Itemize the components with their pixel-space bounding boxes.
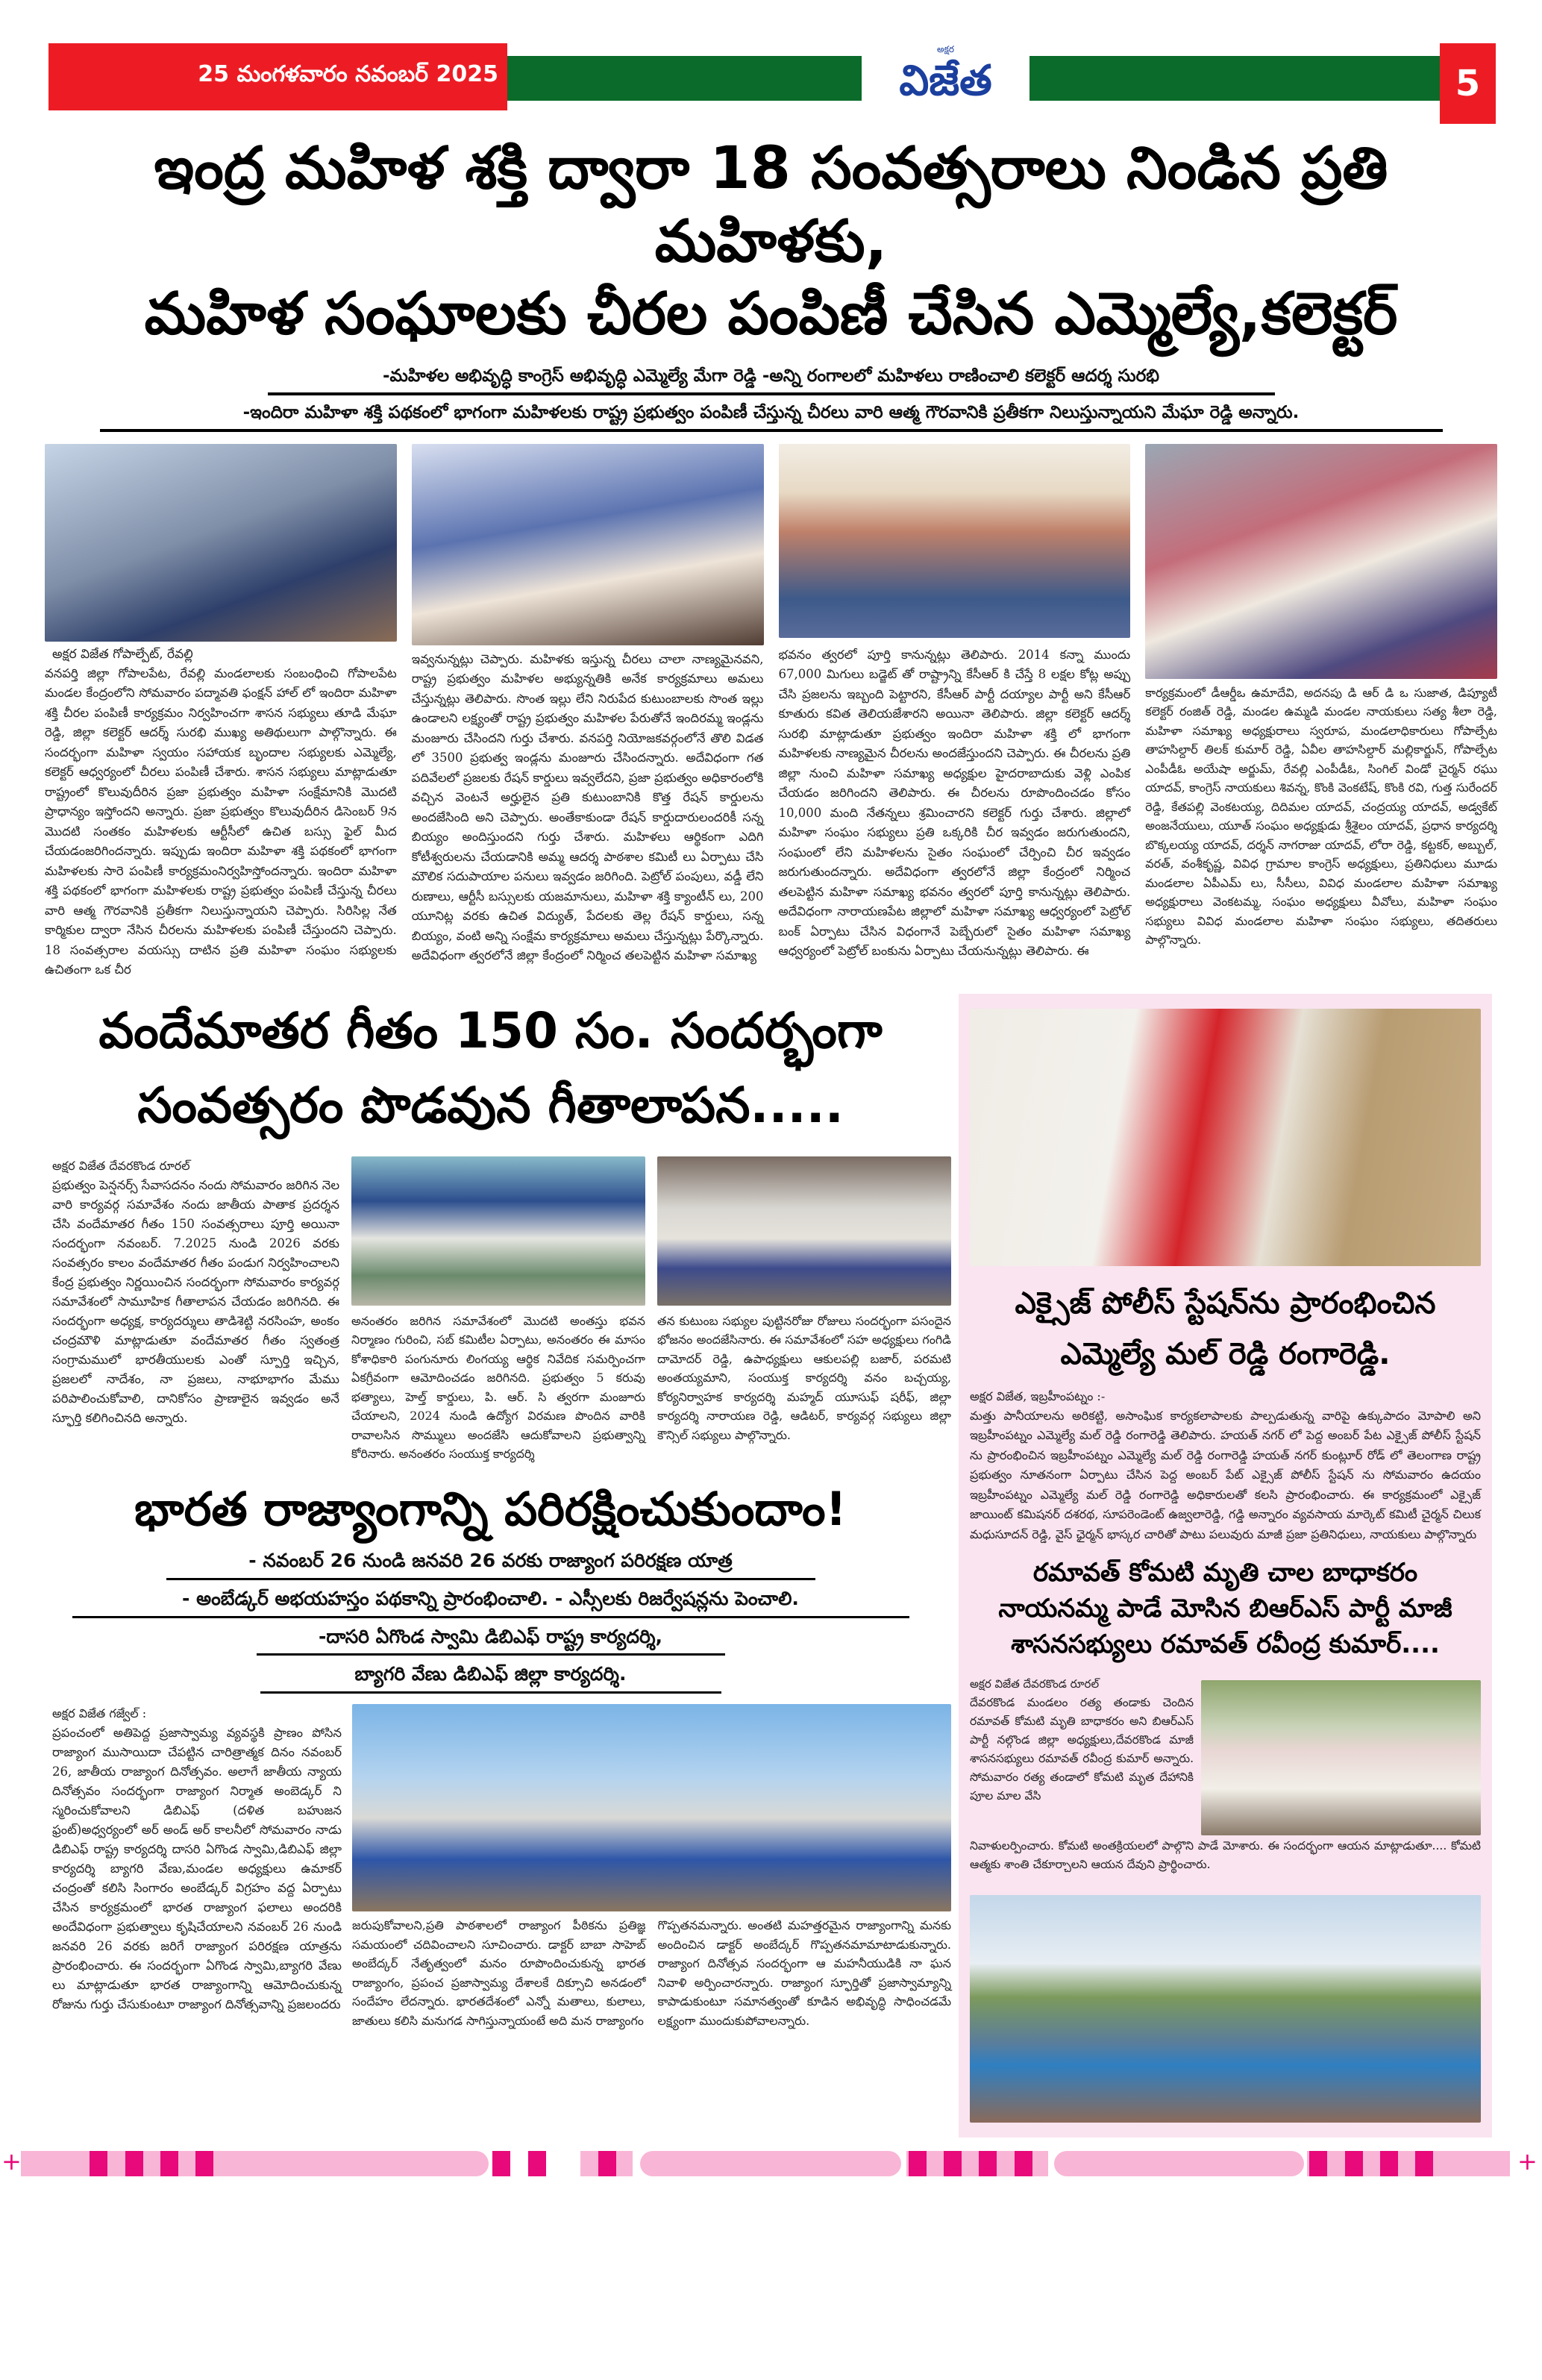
story1-dateline: అక్షర విజేత గోపాల్పేట్, రేవల్లి — [52, 646, 193, 662]
story4-headline-line2: ఎమ్మెల్యే మల్ రెడ్డి రంగారెడ్డి. — [1060, 1336, 1391, 1371]
story5-headline-line2: నాయనమ్మ పాడే మోసిన బిఆర్ఎస్ పార్టీ మాజీ — [998, 1594, 1452, 1624]
photo-funeral-procession — [1201, 1680, 1481, 1835]
divider — [100, 429, 1443, 432]
page-number: 5 — [1455, 63, 1481, 104]
story2-column-wrap-3 — [657, 1156, 951, 1464]
photo-mla-speaking — [45, 444, 397, 642]
story4-dateline: అక్షర విజేత, ఇబ్రహీంపట్నం :- — [970, 1388, 1106, 1403]
story3-headline: భారత రాజ్యాంగాన్ని పరిరక్షించుకుందాం! — [134, 1481, 847, 1536]
story2-body — [30, 1143, 951, 1464]
divider — [72, 1616, 909, 1618]
story3-dateline: అక్షర విజేత గజ్వేల్ : — [52, 1706, 147, 1721]
story1-column-4: కార్యక్రమంలో డీఆర్డీఒ ఉమాదేవి, అదనపు డి ఆర్ డి ఒ సుజాత, డిప్యూటీ కలెక్టర్ రంజిత్ రెడ్డి, మండల ఉమ్మడి మండల నాయకులు సత్య శీలా రెడ్డి, మహిళా సమాఖ్య అధ్యక్షురాలు స్వరూప, మండలాధికారులు గోపాల్పేట తాహసిల్దార్ తిలక్ కుమార్ రెడ్డి, ఏవీల తాహసిల్దార్ మల్లికార్జున్, గోపాల్పేట ఎంపీడీఓ అయేషా అర్జుమ్, రేవల్లి ఎంపీడీఓ, సింగిల్ విండో చైర్మన్ రఘు యాదవ్, కాంగ్రెస్ నాయకులు శివన్న, కొంకి వెంకటేష్, కొంకి రవి, గుత్త సురేందర్ రెడ్డి, కేతపల్లి వెంకటయ్య, దిదిమల యాదవ్, చంద్రయ్య యాదవ్, అడ్వకేట్ అంజనేయులు, యూత్ సంఘం అధ్యక్షుడు శ్రీశైలం యాదవ్, ప్రధాన కార్యదర్శి బొక్కలయ్య యాదవ్, దర్శన్ నాగరాజు యాదవ్, లోరా రెడ్డి, కట్టకర్, అబ్బుల్, వరత్, వంశీకృష్ణ, వివిధ గ్రామాల కాంగ్రెస్ అధ్యక్షులు, ప్రతినిధులు మూడు మండలాల ఏపీఎమ్ లు, సీసీలు, వివిధ మండలాల మహిళా సమాఖ్య అధ్యక్షురాలు వెంకటమ్మ, సంఘం అధ్యక్షులు వీవోలు, మహిళా సంఘం సభ్యులు వివిధ మండలాల మహిళా సంఘం సభ్యులు, తదితరులు పాల్గొన్నారు. — [1145, 685, 1497, 948]
story3-subheading-3: -దాసరి ఏగొండ స్వామి డిబిఎఫ్ రాష్ట్ర కార్యదర్శి, — [319, 1625, 662, 1647]
story1-headline-line2: మహిళ సంఘాలకు చీరల పంపిణీ చేసిన ఎమ్మెల్యే,కలెక్టర్ — [144, 281, 1398, 348]
logo-title: విజేత — [899, 57, 992, 105]
left-column — [30, 994, 951, 2031]
divider — [257, 1653, 725, 1656]
story2-lead-column — [52, 1156, 339, 1464]
story1-column-wrap-4 — [1145, 444, 1497, 980]
story1-subheading1: -మహిళల అభివృద్ధి కాంగ్రెస్ అభివృద్ధి ఎమ్మెల్యే మేగా రెడ్డి -అన్ని రంగాలలో మహిళలు రాణించాలి కలెక్టర్ ఆదర్శ సురభి — [382, 366, 1159, 386]
story2-column-2: అనంతరం జరిగిన సమావేశంలో మొదటి అంతస్తు భవన నిర్మాణం గురించి, సబ్ కమిటీల ఏర్పాటు, అనంతరం ఈ మాసం కోశాధికారి పంగునూరు లింగయ్య ఆర్థిక నివేదిక సమర్పించగా ఏకగ్రీవంగా ఆమోదించడం జరిగినది. ప్రభుత్వం 5 కరువు భత్యాలు, హెల్త్ కార్డులు, పి. ఆర్. సి త్వరగా మంజూరు చేయాలని, 2024 నుండి ఉద్యోగ విరమణ పొందిన వారికి రావాలసిన సొమ్ములు అందజేసి ఆదుకోవాలని ప్రభుత్వాన్ని కోరినారు. అనంతరం సంయుక్త కార్యదర్శి — [351, 1313, 645, 1462]
story5-body-tail: నివాళులర్పించారు. కోమటి అంతక్రియలలో పాల్గొని పాడే మోశారు. ఈ సందర్భంగా ఆయన మాట్లాడుతూ.... కోమటి ఆత్మకు శాంతి చేకూర్చాలని ఆయన దేవుని ప్రార్థించారు. — [970, 1839, 1481, 1872]
divider — [166, 1578, 815, 1580]
story2-headline — [30, 994, 951, 1143]
crop-mark-left: + — [1, 2147, 22, 2176]
lower-section — [0, 980, 1542, 2138]
story3-body — [30, 1700, 951, 2030]
story1 — [0, 127, 1542, 980]
story1-headline-line1: ఇంద్ర మహిళ శక్తి ద్వారా 18 సంవత్సరాలు నిండిన ప్రతి మహిళకు, — [154, 135, 1388, 275]
story4-headline-line1: ఎక్సైజ్ పోలీస్ స్టేషన్‌ను ప్రారంభించిన — [1015, 1285, 1436, 1321]
story2-headline-line2: సంవత్సరం పొడవున గీతాలాపన..... — [137, 1076, 844, 1134]
newspaper-logo — [862, 43, 1029, 118]
story1-column-wrap-3 — [779, 444, 1131, 980]
story1-column-2: ఇవ్వనున్నట్లు చెప్పారు. మహిళకు ఇస్తున్న చీరలు చాలా నాణ్యమైనవని, రాష్ట్ర ప్రభుత్వం మహిళల అభ్యున్నతికి అనేక కార్యక్రమాలు అమలు చేస్తున్నట్లు తెలిపారు. సొంత ఇల్లు లేని నిరుపేద కుటుంబాలకు సొంత ఇల్లు ఉండాలని లక్ష్యంతో రాష్ట్ర ప్రభుత్వం మహిళల పేరుతోనే ఇందిరమ్మ ఇండ్లను మంజూరు చేసిందని గుర్తు చేశారు. వనపర్తి నియోజకవర్గంలోనే తొలి విడత లో 3500 ప్రభుత్వ ఇండ్లను మంజూరు చేసిందన్నారు. అదేవిధంగా గత పదివేలలో ప్రజలకు రేషన్ కార్డులు ఇవ్వలేదని, ప్రజా ప్రభుత్వం అధికారంలోకి వచ్చిన వెంటనే అర్హులైన ప్రతి కుటుంబానికి కొత్త రేషన్ కార్డులను అందజేసింది అని చెప్పారు. అంతేకాకుండా రేషన్ కార్డుదారులందరికీ సన్న బియ్యం అందిస్తుందని గుర్తు చేశారు. మహిళలు ఆర్థికంగా ఎదిగి కోటీశ్వరులను చేయడానికి అమ్మ ఆదర్శ పాఠశాల కమిటీ లు ఏర్పాటు చేసి మౌలిక సదుపాయాల పనులు ఇవ్వడం జరిగింది. పెట్రోల్ పంపులు, వడ్డీ లేని రుణాలు, ఆర్టీసీ బస్సులకు యజమానులు, మహిళా శక్తి క్యాంటీన్ లు, 200 యూనిట్ల వరకు ఉచిత విద్యుత్, పేదలకు తెల్ల రేషన్ కార్డులు, సన్న బియ్యం, వంటి అన్ని సంక్షేమ కార్యక్రమాలు అమలు చేస్తున్నట్లు పేర్కొన్నారు. అదేవిధంగా త్వరలోనే జిల్లా కేంద్రంలో నిర్మించ తలపెట్టిన మహిళా సమాఖ్య — [411, 651, 764, 963]
divider — [268, 392, 1275, 395]
story2-dateline: అక్షర విజేత దేవరకొండ రూరల్ — [52, 1158, 190, 1173]
story1-column-wrap-2 — [412, 444, 764, 980]
story5-lead-column — [970, 1674, 1194, 1835]
story4-headline — [970, 1278, 1481, 1380]
photo-excise-station-inauguration — [970, 1009, 1481, 1266]
story1-column-1: వనపర్తి జిల్లా గోపాలపేట, రేవల్లి మండలాలకు సంబంధించి గోపాలపేట మండల కేంద్రంలోని సోమవారం పద్మావతి ఫంక్షన్ హాల్ లో ఇందిరా మహిళా శక్తి చీరల పంపిణీ కార్యక్రమం నిర్వహించగా శాసన సభ్యులు తూడి మేఘా రెడ్డి, జిల్లా కలెక్టర్ ఆదర్శ్ సురభి ముఖ్య అతిథులుగా పాల్గొన్నారు. ఈ సందర్భంగా మహిళా స్వయం సహాయక బృందాల సభ్యులకు ఎమ్మెల్యే, కలెక్టర్ ఆధ్వర్యంలో చీరలు పంపిణీ చేశారు. శాసన సభ్యులు మాట్లాడుతూ రాష్ట్రంలో కొలువుదీరిన ప్రజా ప్రభుత్వం మహిళా సంక్షేమానికి మొదటి ప్రాధాన్యం ఇస్తోందని అన్నారు. ప్రజా ప్రభుత్వం కొలువుదీరిన డిసెంబర్ 9న మొదటి సంతకం మహిళలకు ఆర్టీసీలో ఉచిత బస్సు ఫైల్ మీద చేయడంజరిగిందన్నారు. ఇప్పుడు ఇందిరా మహిళా శక్తి పథకంలో భాగంగా మహిళలకు సారె పంపిణీ కార్యక్రమంనిర్వహిస్తోందన్నారు. ఇందిరా మహిళా శక్తి పథకంలో భాగంగా మహిళలకు రాష్ట్ర ప్రభుత్వం పంపిణీ చేస్తున్న చీరలు వారి ఆత్మ గౌరవానికి ప్రతీకగా నిలుస్తున్నాయని చెప్పారు. సిరిసిల్ల నేత కార్మికుల ద్వారా నేసిన చీరలను మహిళలకు పంపిణీ చేస్తుందని చెప్పారు. 18 సంవత్సరాల వయస్సు దాటిన ప్రతి మహిళా సంఘం సభ్యులకు ఉచితంగా ఒక చీర — [45, 666, 397, 977]
story5-dateline: అక్షర విజేత దేవరకొండ రూరల్ — [970, 1677, 1100, 1691]
story1-body — [30, 444, 1512, 980]
story2-column-wrap-2 — [351, 1156, 645, 1464]
story2-column-3: తన కుటుంబ సభ్యుల పుట్టినరోజు రోజులు సందర్భంగా పసందైన భోజనం అందజేసినారు. ఈ సమావేశంలో సహ అధ్యక్షులు గంగిడి దామోదర్ రెడ్డి, ఉపాధ్యక్షులు ఆకులపల్లి బజార్, పరమటి అంతయ్యమాని, సంయుక్త కార్యదర్శి వనం బచ్చయ్య, కోర్యనిర్వాహక కార్యదర్శి మహ్మద్ యూసుఫ్ షరీఫ్, జిల్లా కార్యదర్శి నారాయణ రెడ్డి, ఆడిటర్, కార్యవర్గ సభ్యులు జిల్లా కౌన్సిల్ సభ్యులు పాల్గొన్నారు. — [657, 1313, 951, 1442]
story5-body-row — [970, 1674, 1481, 1835]
story3-lead-column — [52, 1704, 342, 2030]
story3-columns — [352, 1916, 951, 2030]
story4-body: మత్తు పానీయాలను అరికట్టి, అసాంఘిక కార్యకలాపాలకు పాల్పడుతున్న వారిపై ఉక్కుపాదం మోపాలి అని ఇబ్రహీంపట్నం ఎమ్మెల్యే మల్ రెడ్డి రంగారెడ్డి తెలిపారు. హయత్ నగర్ లో పెద్ద అంబర్ పేట ఎక్సైజ్ పోలీస్ స్టేషన్ ను ప్రారంభించిన ఇబ్రహీంపట్నం ఎమ్మెల్యే మల్ రెడ్డి రంగారెడ్డి హయత్ నగర్ కుంట్లూర్ రోడ్ లో తెలంగాణ రాష్ట్ర ప్రభుత్వం నూతనంగా ఏర్పాటు చేసిన పెద్ద అంబర్ పేట్ ఎక్సైజ్ పోలీస్ స్టేషన్ ను సోమవారం ఉదయం ఇబ్రహీంపట్నం ఎమ్మెల్యే మల్ రెడ్డి రంగారెడ్డి అధికారులతో కలసి ప్రారంభించారు. ఈ కార్యక్రమంలో ఎక్సైజ్ జాయింట్ కమిషనర్ దశరథ, సూపరెండెంట్ ఉజ్వలారెడ్డి, గడ్డి అన్నారం వ్యవసాయ మార్కెట్ కమిటీ చైర్మన్ చిలుక మధుసూదన్ రెడ్డి, వైస్ ఛైర్మన్ భాస్కర చారితో పాటు పలువురు మాజీ ప్రజా ప్రతినిధులు, నాయకులు పాల్గొన్నారు — [970, 1408, 1481, 1541]
photo-gathering-hall — [779, 444, 1131, 638]
story2-headline-line1: వందేమాతర గీతం 150 సం. సందర్భంగా — [98, 1001, 883, 1059]
story5-body: దేవరకొండ మండలం రత్య తండాకు చెందిన రమావత్ కోమటి మృతి బాధాకరం అని బిఆర్ఎస్ పార్టీ నల్గొండ జిల్లా అధ్యక్షులు,దేవరకొండ మాజీ శాసనసభ్యులు రమావత్ రవీంద్ర కుమార్ అన్నారు. సోమవారం రత్య తండాలో కోమటి మృత దేహానికి పూల మాల వేసి — [970, 1696, 1194, 1803]
story3-column-2: జరుపుకోవాలని,ప్రతి పాఠశాలలో రాజ్యాంగ పీఠికను ప్రతిజ్ఞ సమయంలో చదివించాలని సూచించారు. డాక్టర్ బాబా సాహెబ్ అంబేద్కర్ నేతృత్వంలో మనం రూపొందించుకున్న భారత రాజ్యాంగం, ప్రపంచ ప్రజాస్వామ్య దేశాలకే దిక్సూచి అనడంలో సందేహం లేదన్నారు. భారతదేశంలో ఎన్నో మతాలు, కులాలు, జాతులు కలిసి మనుగడ సాగిస్తున్నాయంటే అది మన రాజ్యాంగం — [352, 1918, 646, 2028]
story5-headline-line3: శాసనసభ్యులు రమావత్ రవీంద్ర కుమార్.... — [1011, 1629, 1440, 1660]
story3-subheading-2: - అంబేడ్కర్ అభయహస్తం పథకాన్ని ప్రారంభించాలి. - ఎస్సీలకు రిజర్వేషన్లను పెంచాలి. — [182, 1587, 799, 1609]
story1-headline — [30, 133, 1512, 351]
photo-funeral-crowd — [970, 1895, 1481, 2123]
page-number-box — [1440, 43, 1496, 124]
story3-column-3: గొప్పతనమన్నారు. అంతటి మహత్తరమైన రాజ్యాంగాన్ని మనకు అందించిన డాక్టర్ అంబేద్కర్ గొప్పతనమామాటాడుకున్నారు. రాజ్యాంగ దినోత్సవ సందర్భంగా ఆ మహనీయుడికి నా ఘన నివాళి అర్పించారన్నారు. రాజ్యాంగ స్ఫూర్తితో ప్రజాస్వామ్యాన్ని కాపాడుకుంటూ సమానత్వంతో కూడిన అభివృద్ధి సాధించడమే లక్ష్యంగా ముందుకుపోవాలన్నారు. — [657, 1918, 951, 2028]
story1-subheading2: -ఇందిరా మహిళా శక్తి పథకంలో భాగంగా మహిళలకు రాష్ట్ర ప్రభుత్వం పంపిణీ చేస్తున్న చీరలు వారి ఆత్మ గౌరవానికి ప్రతీకగా నిలుస్తున్నాయని మేఘా రెడ్డి అన్నారు. — [242, 402, 1300, 422]
header-band-left — [507, 56, 862, 101]
story3-subheading-4: బ్యాగరి వేణు డిబిఎఫ్ జిల్లా కార్యదర్శి. — [354, 1663, 627, 1685]
story1-column-wrap-1 — [45, 444, 397, 980]
issue-date: 25 మంగళవారం నవంబర్ 2025 — [198, 61, 498, 87]
photo-women-receiving-sarees — [1145, 444, 1497, 679]
story3-right-wrap — [352, 1704, 951, 2030]
story2-lead-text: ప్రభుత్వం పెన్షనర్స్ సేవాసదనం నందు సోమవారం జరిగిన నెల వారి కార్యవర్గ సమావేశం నందు జాతీయ పాతాక ప్రదర్శన చేసి వందేమాతర గీతం 150 సంవత్సరాలు పూర్తి అయినా సందర్భంగా నవంబర్. 7.2025 నుండి 2026 వరకు సంవత్సరం కాలం వందేమాతర గీతం పండుగ నిర్వహించాలని కేంద్ర ప్రభుత్వం నిర్ణయించిన సందర్భంగా సోమవారం కార్యవర్గ సమావేశంలో సామూహిక గీతాలాపన చేయడం జరిగినది. ఈ సందర్భంగా అధ్యక్ష, కార్యదర్శులు తాడిశెట్టి నరసింహ, అంకం చంద్రమౌళి మాట్లాడుతూ వందేమాతర గీతం స్వతంత్ర సంగ్రామములో భారతీయులకు ఎంతో స్పూర్తి ఇచ్చిన, ప్రజలలో నాదేశం, నా ప్రజలు, నాభూభాగం మేము పరిపాలించుకోవాలి, దానికోసం ప్రాణాలైన ఇవ్వడం అనే స్ఫూర్తి కలిగించినది అన్నారు. — [52, 1177, 340, 1425]
story5-headline-line1: రమావత్ కోమటి మృతి చాల బాధాకరం — [1032, 1558, 1418, 1588]
story1-column-3: భవనం త్వరలో పూర్తి కానున్నట్లు తెలిపారు. 2014 కన్నా ముందు 67,000 మిగులు బడ్జెట్ తో రాష్ట్రాన్ని కేసీఆర్ కి చేస్తే 8 లక్షల కోట్ల అప్పు చేసి ప్రజలను ఇబ్బంది పెట్టారని, కేసీఆర్ పార్టీ దయ్యాల పార్టీ అని కేసీఆర్ కూతురు కవిత తెలియజేశారని అయినా తెలిపారు. జిల్లా కలెక్టర్ ఆదర్శ్ సురభి మాట్లాడుతూ ప్రభుత్వం ఇందిరా మహిళా శక్తి లో భాగంగా మహిళలకు నాణ్యమైన చీరలను అందజేస్తుందని చెప్పారు. ఈ చీరలను ప్రతి జిల్లా నుంచి మహిళా సమాఖ్య అధ్యక్షుల హైదరాబాదుకు వెళ్లి ఎంపిక చేయడం జరిగిందని తెలిపారు. ఈ చీరలను రూపొందించడం కోసం 10,000 మంది నేతన్నలు శ్రమించారని కలెక్టర్ గుర్తు చేశారు. జిల్లాలో మహిళా సంఘం సభ్యులు ప్రతి ఒక్కరికి చీర ఇవ్వడం జరుగుతుందని, సంఘంలో లేని మహిళలను సైతం సంఘంలో చేర్పించి చీర ఇవ్వడం జరుగుతుందన్నారు. అదేవిధంగా త్వరలోనే జిల్లా కేంద్రంలో నిర్మించ తలపెట్టిన మహిళా సమాఖ్య భవనం త్వరలో పూర్తి కానున్నట్లు తెలిపారు. అదేవిధంగా నారాయణపేట జిల్లాలో మహిళా సమాఖ్య ఆధ్వర్యంలో పెట్రోల్ బంక్ ఏర్పాటు చేసిన విధంగానే పెబ్బేరులో సైతం మహిళా సమాఖ్య ఆధ్వర్యంలో పెట్రోల్ బంకును ఏర్పాటు చేయనున్నట్లు తెలిపారు. ఈ — [778, 647, 1131, 959]
header-band-right — [1029, 56, 1440, 101]
date-banner — [48, 43, 507, 110]
logo-small-text: అక్షర — [937, 44, 954, 54]
story3-subheading-1: - నవంబర్ 26 నుండి జనవరి 26 వరకు రాజ్యాంగ పరిరక్షణ యాత్ర — [248, 1550, 733, 1572]
story3-lead-text: ప్రపంచంలో అతిపెద్ద ప్రజాస్వామ్య వ్యవస్థకి ప్రాణం పోసిన రాజ్యాంగ ముసాయిదా చేపట్టిన చారిత్రాత్మక దినం నవంబర్ 26, జాతీయ రాజ్యాంగ దినోత్సవం. అలాగే జాతీయ న్యాయ దినోత్సవం సందర్భంగా రాజ్యాంగ నిర్మాత అంబెడ్కర్ ని స్మరించుకోవాలని డిబిఎఫ్ (దళిత బహుజన ఫ్రంట్)అధ్వర్యంలో అర్ అండ్ అర్ కాలనీలో సోమవారం నాడు డిబిఎఫ్ రాష్ట్ర కార్యదర్శి దాసరి ఏగొండ స్వామి,డిబిఎఫ్ జిల్లా కార్యదర్శి బ్యాగరి వేణు,మండల అధ్యక్షులు ఉమాకర్ చంద్రంతో కలిసి సింగారం అంబేడ్కర్ విగ్రహం వద్ద ఏర్పాటు చేసిన కార్యక్రమంలో భారత రాజ్యాంగ ఫలాలు అందరికి అందేవిధంగా ప్రభుత్వాలు కృషిచేయాలని నవంబర్ 26 నుండి జనవరి 26 వరకు జరిగే రాజ్యాంగ పరిరక్షణ యాత్రను ప్రారంభించారు. ఈ సందర్భంగా ఏగొండ స్వామి,బ్యాగరి వేణు లు మాట్లాడుతూ భారత రాజ్యాంగాన్ని ఆమోదించుకున్న రోజును గుర్తు చేసుకుంటూ రాజ్యాంగ దినోత్సవాన్ని ప్రజలందరు — [52, 1726, 342, 2012]
sidebar-box — [959, 994, 1492, 2138]
photo-pensioners-meeting — [351, 1156, 645, 1306]
photo-meeting-table — [657, 1156, 951, 1306]
masthead — [0, 0, 1542, 127]
photo-ambedkar-statue-rally — [352, 1704, 951, 1911]
crop-mark-right: + — [1517, 2147, 1538, 2176]
story5-headline — [970, 1555, 1481, 1662]
divider — [260, 1691, 721, 1694]
photo-saree-distribution — [412, 444, 764, 645]
footer-decoration — [0, 2147, 1542, 2176]
